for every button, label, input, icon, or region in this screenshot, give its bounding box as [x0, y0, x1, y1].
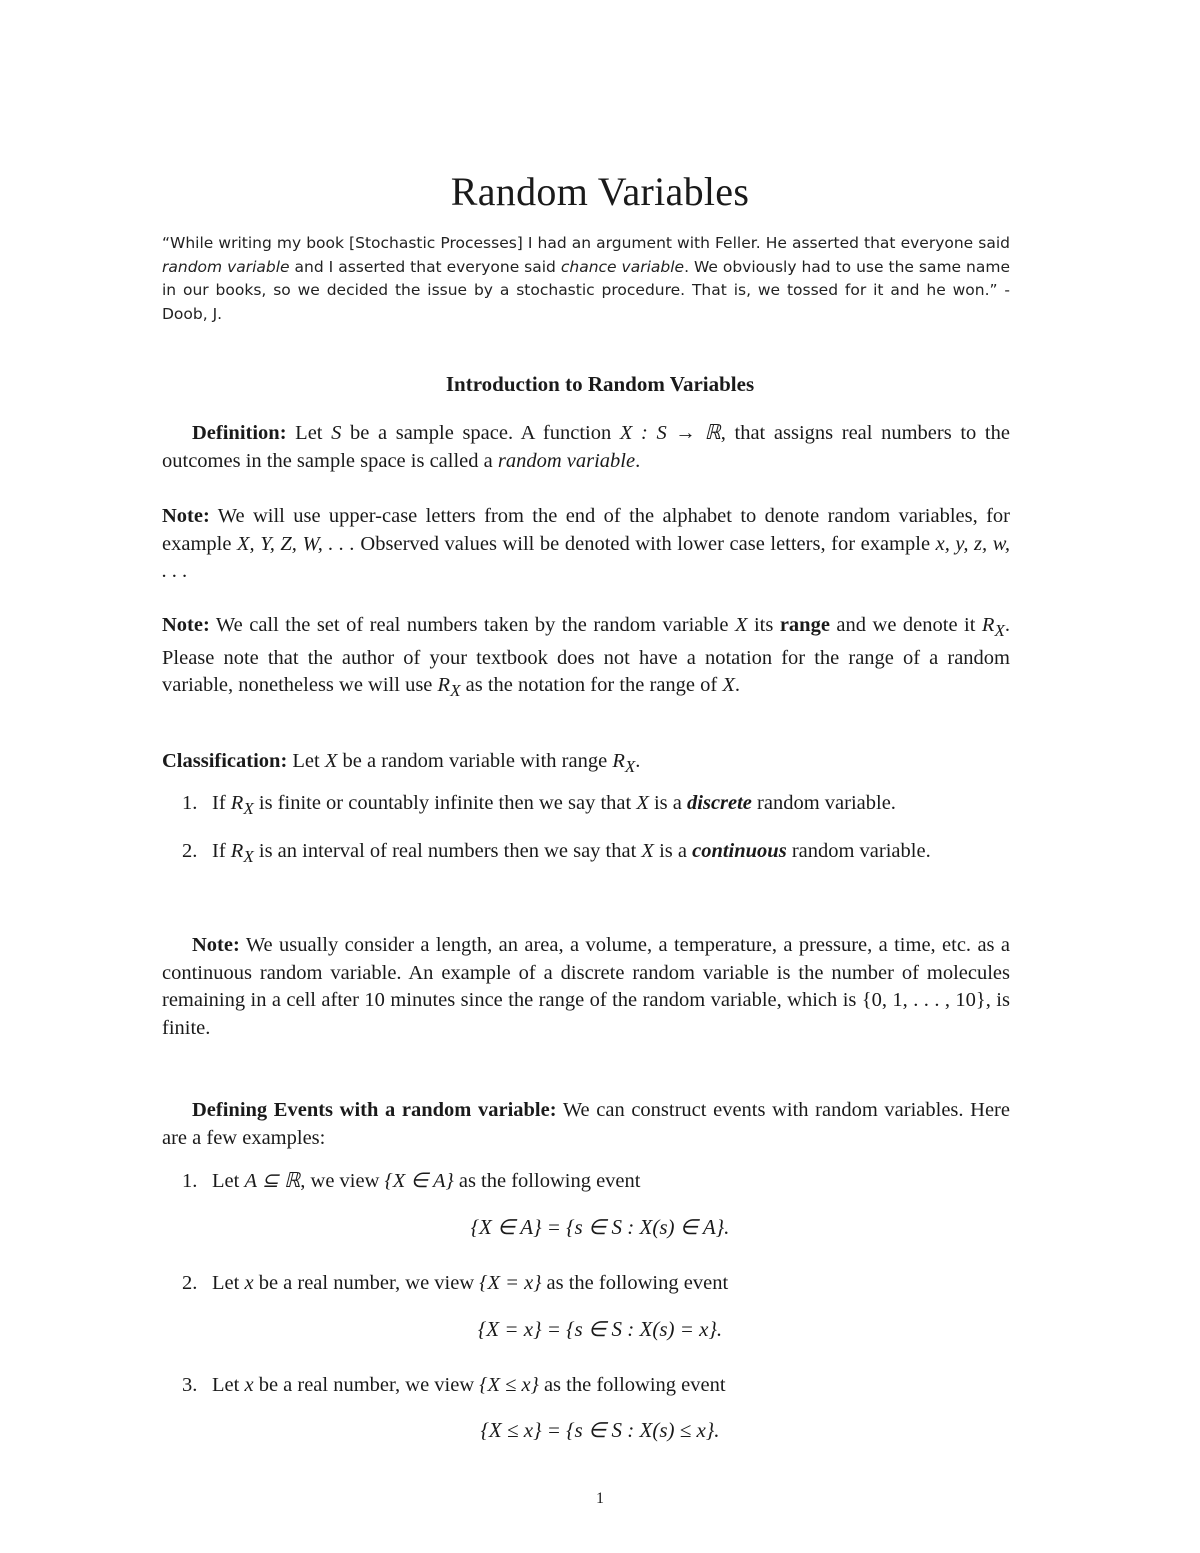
events-list-item-3 — [162, 1372, 1010, 1400]
text: . — [635, 449, 641, 472]
text: and we denote it — [829, 614, 982, 636]
math — [981, 614, 1005, 641]
text: We call the set of real numbers taken by the random variable — [209, 614, 735, 636]
list-item — [162, 1372, 1010, 1400]
text: If — [212, 839, 231, 862]
math: {X = x} — [479, 1272, 542, 1294]
text: . — [734, 674, 741, 697]
text: , we view — [300, 1170, 385, 1192]
text: . Please note that the author of your textbook does not have a notation for the range of a random variable, nonetheless we will use — [162, 614, 1010, 697]
item-number: 1. — [182, 1170, 198, 1192]
text: be a real number, we view — [253, 1272, 480, 1294]
quote-emphasis: chance variable — [560, 257, 685, 276]
quote-text: “While writing my book [Stochastic Processes] I had an argument with Feller. He asserted that everyone said — [162, 234, 1010, 252]
text: Let — [287, 750, 325, 772]
text: as the notation for the range of — [460, 674, 723, 697]
math: X — [734, 614, 748, 636]
list-item — [162, 790, 1010, 823]
page-number: 1 — [596, 1490, 604, 1507]
list-item — [162, 1168, 1010, 1196]
event-equation-3: {X ≤ x} = {s ∈ S : X(s) ≤ x}. — [480, 1418, 720, 1442]
math: R — [230, 839, 244, 862]
term: continuous — [692, 839, 787, 862]
list-item — [162, 838, 1010, 871]
math: x — [244, 1272, 254, 1294]
text: Let — [212, 1374, 245, 1396]
math: R — [981, 614, 995, 636]
text: as the following event — [541, 1272, 729, 1294]
math-subscript: X — [624, 757, 636, 777]
math: X — [324, 750, 338, 772]
text: We usually consider a length, an area, a volume, a temperature, a pressure, a time, etc. as a continuous random variable. An example of a discrete random variable is the number of molecules remaining in a cell after 10 minutes since the range of the random variable, which is — [162, 934, 1010, 1011]
quote-text: . We obviously had to use the same name in our books, so we decided the issue by a stochastic procedure. That is, we tossed for it and he won.” - Doob, J. — [162, 257, 1011, 323]
item-number: 3. — [182, 1374, 198, 1396]
math-subscript: X — [450, 681, 461, 701]
math: X : S → ℝ — [619, 422, 721, 444]
list-item — [162, 1270, 1010, 1298]
math-subscript: X — [243, 846, 254, 866]
text: We will use upper-case letters from the end of the alphabet to denote random variables, for example — [162, 505, 1010, 555]
note-label: Note: — [162, 505, 210, 527]
events-label: Defining Events with a random variable: — [192, 1099, 557, 1121]
math: R — [230, 792, 244, 814]
text: random variable. — [751, 792, 896, 814]
math: {0, 1, . . . , 10} — [861, 989, 986, 1011]
text: We can construct events with random variables. Here are a few examples: — [162, 1099, 1010, 1149]
events-paragraph — [162, 1097, 1010, 1152]
math: S — [331, 422, 342, 444]
text: as the following event — [538, 1374, 726, 1396]
math: A ⊆ ℝ — [244, 1170, 301, 1192]
math — [230, 792, 254, 819]
math: X, Y, Z, W, . . . — [237, 532, 355, 555]
text: is finite or countably infinite then we say that — [253, 792, 637, 814]
note-paragraph-2 — [162, 612, 1010, 705]
text: Let — [286, 422, 332, 444]
math: X — [722, 674, 735, 697]
epigraph-quote — [162, 232, 1010, 326]
term: random variable — [497, 449, 636, 472]
math-subscript: X — [994, 621, 1005, 641]
item-number: 1. — [182, 792, 198, 814]
classification-paragraph: Classification: Let X be a random variable with range $R_X$. — [162, 750, 641, 777]
text: Observed values will be denoted with lower case letters, for example — [354, 532, 936, 555]
text: Let — [212, 1170, 245, 1192]
text: is a — [653, 839, 693, 862]
math: {X ≤ x} — [479, 1374, 539, 1396]
math: X — [636, 792, 649, 814]
math — [230, 839, 254, 866]
event-equation-1: {X ∈ A} = {s ∈ S : X(s) ∈ A}. — [470, 1215, 730, 1239]
math: R — [437, 674, 451, 697]
math: x, y, z, w, . . . — [162, 532, 1010, 582]
text: its — [747, 614, 780, 636]
math: R — [612, 750, 625, 772]
events-list-item-1 — [162, 1168, 1010, 1196]
definition-label: Definition: — [192, 422, 287, 444]
text: be a random variable with range — [337, 750, 613, 772]
math: {X ∈ A} — [384, 1170, 454, 1192]
classification-list — [162, 790, 1010, 870]
note-paragraph-1 — [162, 503, 1010, 586]
note-label: Note: — [162, 614, 210, 636]
section-heading: Introduction to Random Variables — [445, 372, 755, 396]
quote-emphasis: random variable — [162, 257, 290, 276]
math: x — [244, 1374, 254, 1396]
text: as the following event — [453, 1170, 641, 1192]
quote-text: and I asserted that everyone said — [289, 257, 561, 276]
text: , is finite. — [162, 989, 1010, 1039]
text: random variable. — [786, 839, 931, 862]
text: be a sample space. A function — [341, 422, 620, 444]
classification-label: Classification: — [162, 750, 288, 772]
math — [437, 674, 461, 701]
term: range — [779, 614, 830, 636]
item-number: 2. — [182, 1272, 198, 1294]
note-label: Note: — [192, 934, 240, 956]
text: be a real number, we view — [253, 1374, 480, 1396]
text: , that assigns real numbers to the outcomes in the sample space is called a — [162, 422, 1010, 472]
events-list-item-2 — [162, 1270, 1010, 1298]
item-number: 2. — [182, 839, 198, 862]
note-paragraph-3 — [162, 932, 1010, 1042]
text: is an interval of real numbers then we say that — [253, 839, 642, 862]
definition-paragraph — [162, 420, 1010, 475]
page-title: Random Variables — [450, 169, 750, 214]
math: X — [641, 839, 654, 862]
term: discrete — [687, 792, 752, 814]
text: is a — [648, 792, 688, 814]
text: If — [212, 792, 231, 814]
math — [612, 750, 636, 777]
text: Let — [212, 1272, 245, 1294]
math-subscript: X — [243, 799, 254, 819]
event-equation-2: {X = x} = {s ∈ S : X(s) = x}. — [477, 1317, 723, 1341]
